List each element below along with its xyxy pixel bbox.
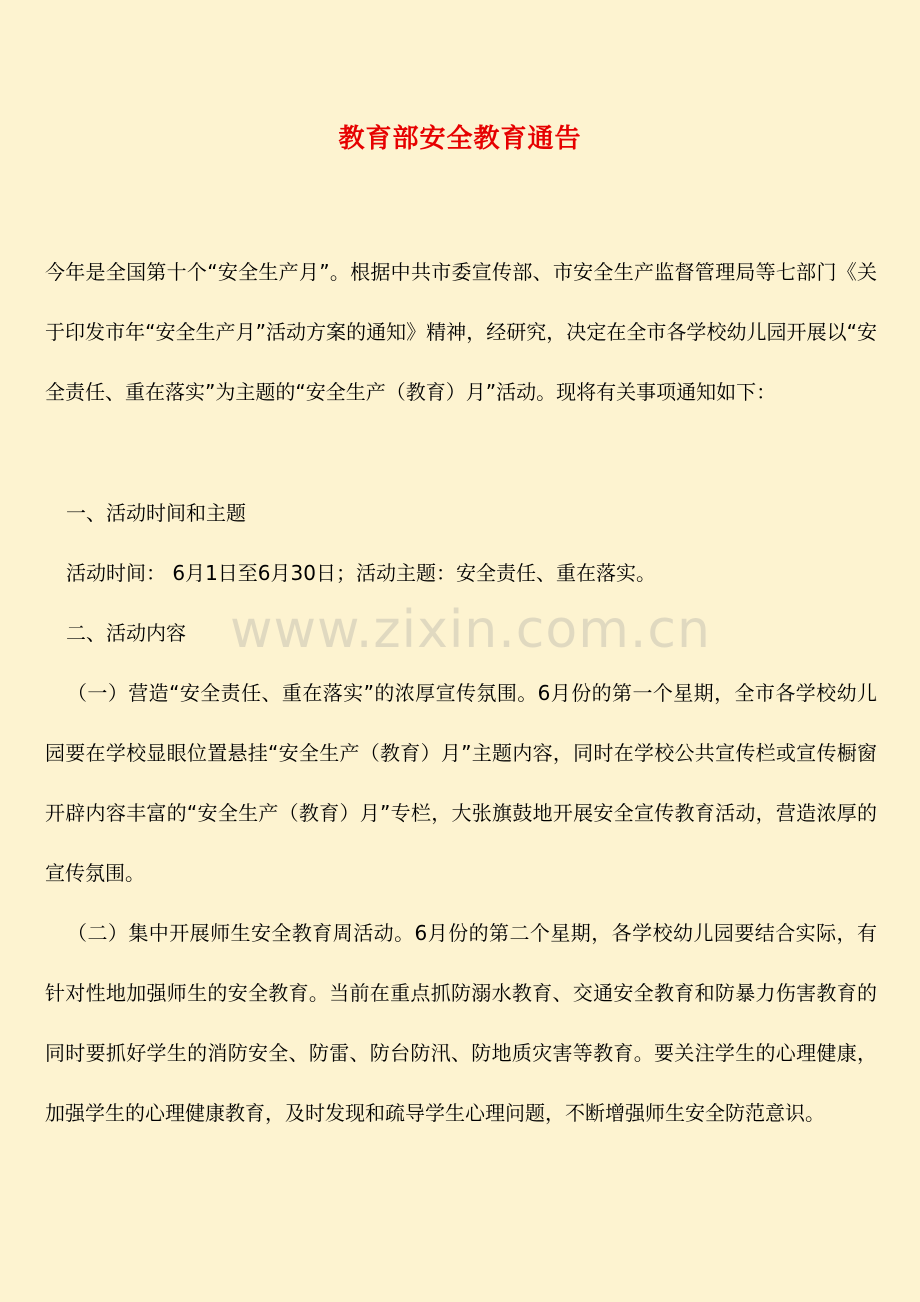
section1-text: 活动时间： 6月1日至6月30日；活动主题：安全责任、重在落实。 <box>66 561 656 585</box>
item2-paragraph: （二）集中开展师生安全教育周活动。6月份的第二个星期，各学校幼儿园要结合实际，有针对性地加强师生的安全教育。当前在重点抓防溺水教育、交通安全教育和防暴力伤害教育的同时要抓好学生的消防安全、防雷、防台防汛、防地质灾害等教育。要关注学生的心理健康，加强学生的心理健康教育，及时发现和疏导学生心理问题，不断增强师生安全防范意识。 <box>45 921 877 1125</box>
item1-paragraph: （一）营造“安全责任、重在落实”的浓厚宣传氛围。6月份的第一个星期，全市各学校幼儿园要在学校显眼位置悬挂“安全生产（教育）月”主题内容，同时在学校公共宣传栏或宣传橱窗开辟内容丰富的“安全生产（教育）月”专栏，大张旗鼓地开展安全宣传教育活动，营造浓厚的宣传氛围。 <box>45 681 877 885</box>
section2-heading: 二、活动内容 <box>66 621 186 645</box>
section1-heading: 一、活动时间和主题 <box>66 501 246 525</box>
document-title: 教育部安全教育通告 <box>338 124 582 154</box>
intro-paragraph: 今年是全国第十个“安全生产月”。根据中共市委宣传部、市安全生产监督管理局等七部门《关于印发市年“安全生产月”活动方案的通知》精神，经研究，决定在全市各学校幼儿园开展以“安全责任、重在落实”为主题的“安全生产（教育）月”活动。现将有关事项通知如下： <box>45 260 877 404</box>
watermark: www.zixin.com.cn <box>230 600 711 660</box>
